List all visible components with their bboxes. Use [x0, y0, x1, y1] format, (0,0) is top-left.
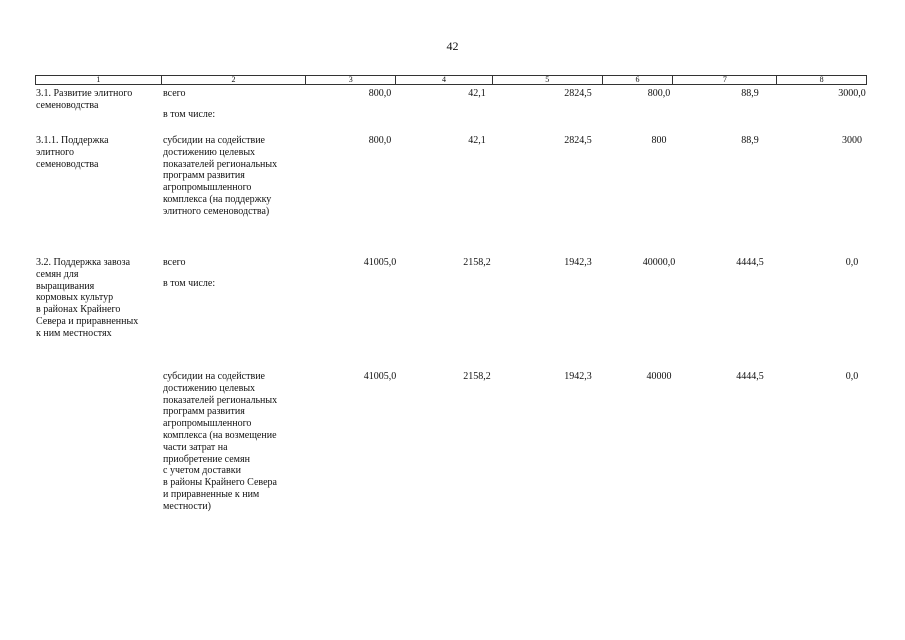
row-kind: субсидии на содействие достижению целевых показателей региональных программ развития агропромышленного комплекса (на возмещение части затрат на приобретение семян с учетом доставки в районы Крайнего Севера и приравненные к ним местности) — [163, 371, 278, 512]
row-kind-including: в том числе: — [163, 108, 216, 120]
column-number-4: 4 — [396, 76, 493, 84]
row-kind — [163, 257, 313, 290]
row-kind: субсидии на содействие достижению целевых показателей региональных программ развития агропромышленного комплекса (на поддержку элитного семеноводства) — [163, 135, 278, 217]
value-col-8: 3000,0 — [838, 88, 866, 99]
column-number-6: 6 — [603, 76, 674, 84]
page-number: 42 — [446, 39, 459, 53]
value-col-5: 1942,3 — [564, 257, 592, 268]
value-col-6: 40000,0 — [642, 257, 676, 268]
value-col-7: 88,9 — [741, 135, 759, 146]
value-col-6: 40000 — [646, 371, 672, 382]
value-col-3: 800,0 — [368, 135, 392, 146]
row-kind-including: в том числе: — [163, 277, 216, 289]
value-col-5: 1942,3 — [564, 371, 592, 382]
table-column-numbers — [35, 75, 867, 85]
row-name: 3.2. Поддержка завоза семян для выращивания кормовых культур в районах Крайнего Севера и приравненных к ним местностях — [36, 257, 139, 339]
value-col-7: 88,9 — [741, 88, 759, 99]
column-number-8: 8 — [819, 75, 824, 84]
value-col-4: 2158,2 — [463, 257, 491, 268]
row-name: 3.1. Развитие элитного семеноводства — [36, 88, 133, 111]
value-col-6: 800,0 — [647, 88, 671, 99]
value-col-8: 3000 — [842, 135, 862, 146]
row-kind-total: всего — [163, 257, 186, 268]
row-name: 3.1.1. Поддержка элитного семеноводства — [36, 135, 109, 170]
value-col-4: 42,1 — [468, 88, 486, 99]
column-number-7: 7 — [673, 76, 777, 84]
value-col-7: 4444,5 — [736, 257, 764, 268]
column-number-3: 3 — [306, 76, 396, 84]
value-col-3: 41005,0 — [363, 257, 397, 268]
column-number-1: 1 — [36, 76, 162, 84]
column-number-2: 2 — [162, 76, 307, 84]
value-col-5: 2824,5 — [564, 88, 592, 99]
value-col-7: 4444,5 — [736, 371, 764, 382]
value-col-6: 800 — [651, 135, 667, 146]
value-col-5: 2824,5 — [564, 135, 592, 146]
value-col-3: 41005,0 — [363, 371, 397, 382]
value-col-3: 800,0 — [368, 88, 392, 99]
row-kind — [163, 88, 313, 121]
value-col-8: 0,0 — [845, 257, 859, 268]
value-col-4: 2158,2 — [463, 371, 491, 382]
value-col-4: 42,1 — [468, 135, 486, 146]
value-col-8: 0,0 — [845, 371, 859, 382]
column-number-5: 5 — [493, 76, 603, 84]
row-kind-total: всего — [163, 88, 186, 99]
